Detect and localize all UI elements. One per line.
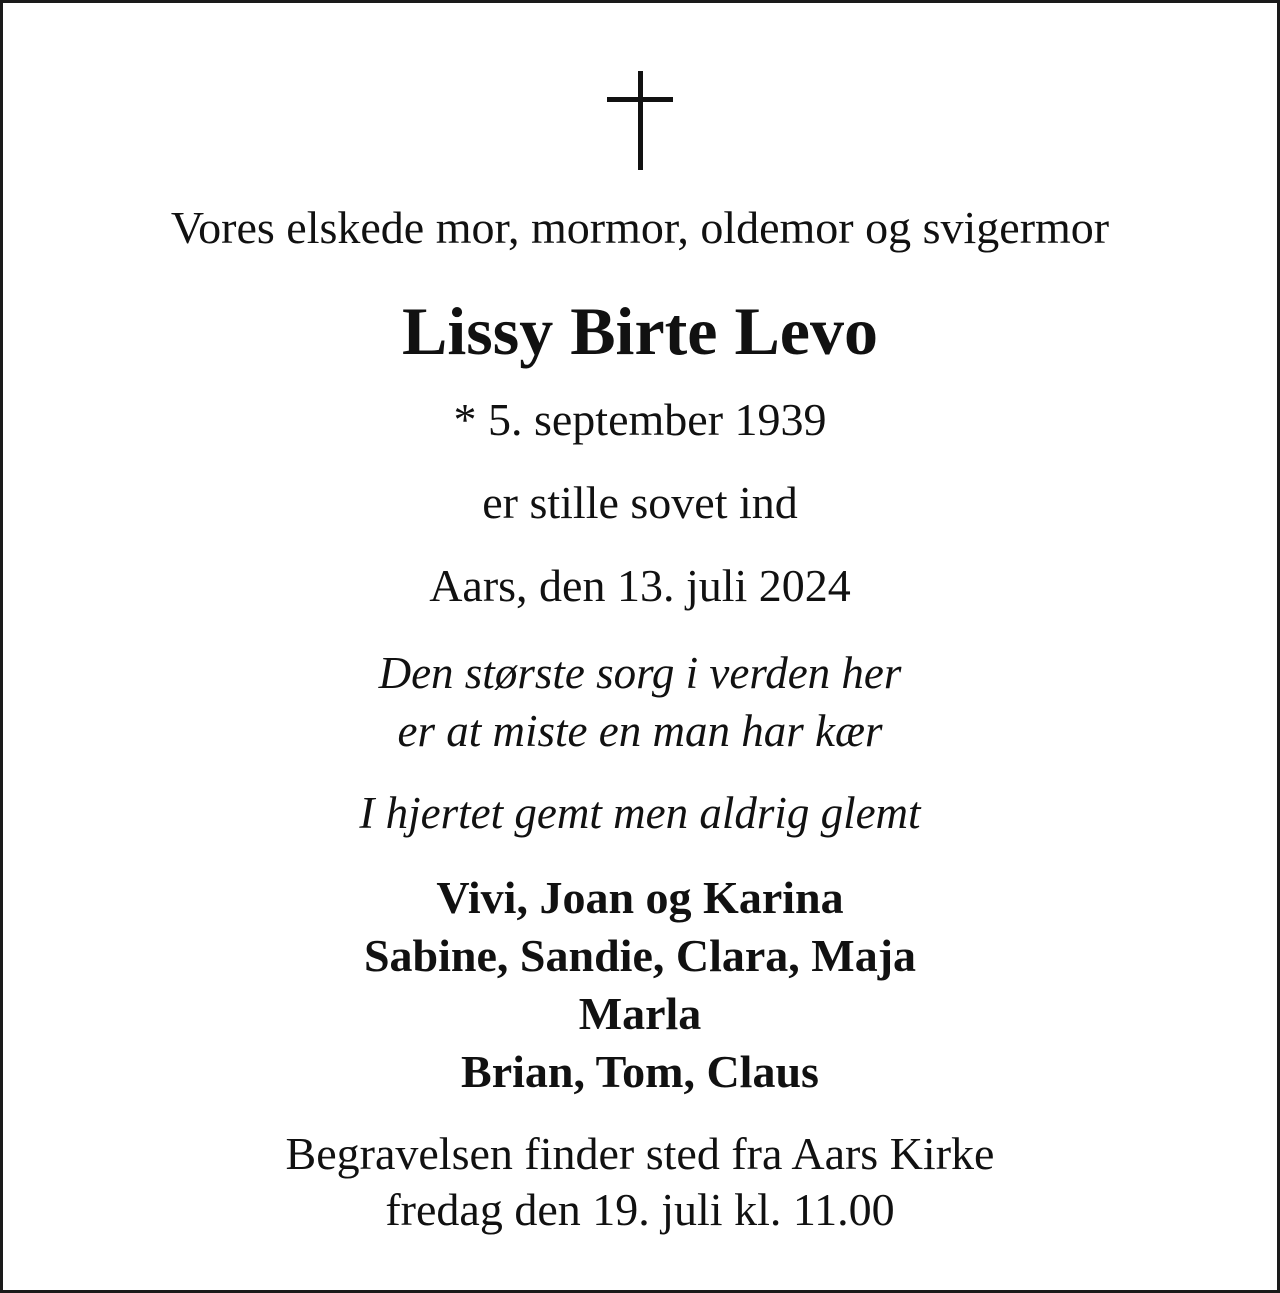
family-line: Marla xyxy=(578,988,702,1039)
intro-text: Vores elskede mor, mormor, oldemor og svigermor xyxy=(170,202,1110,253)
verse-line: Den største sorg i verden her xyxy=(378,648,902,698)
burial-info xyxy=(3,1126,1277,1238)
family-line: Brian, Tom, Claus xyxy=(461,1046,819,1097)
verse-line: er at miste en man har kær xyxy=(397,706,883,756)
verse xyxy=(3,644,1277,760)
burial-line: fredag den 19. juli kl. 11.00 xyxy=(385,1184,895,1235)
motto: I hjertet gemt men aldrig glemt xyxy=(359,788,921,838)
family-list xyxy=(3,869,1277,1101)
latin-cross-icon xyxy=(607,71,673,170)
birth-date: * 5. september 1939 xyxy=(453,394,827,445)
place-and-date: Aars, den 13. juli 2024 xyxy=(429,560,851,611)
passed-text: er stille sovet ind xyxy=(482,477,798,528)
burial-line: Begravelsen finder sted fra Aars Kirke xyxy=(285,1128,995,1179)
family-line: Sabine, Sandie, Clara, Maja xyxy=(363,930,917,981)
deceased-name: Lissy Birte Levo xyxy=(402,293,878,369)
family-line: Vivi, Joan og Karina xyxy=(436,872,844,923)
